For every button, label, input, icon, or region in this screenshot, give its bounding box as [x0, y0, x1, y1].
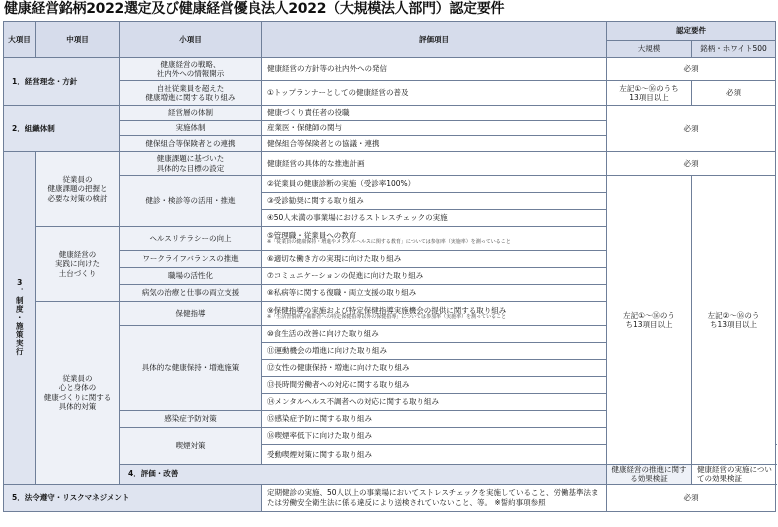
evaluation-item: ⑧私病等に関する復職・両立支援の取り組み [262, 285, 607, 302]
evaluation-item: 産業医・保健師の関与 [262, 121, 607, 136]
minor-item: 健診・検診等の活用・推進 [120, 176, 262, 227]
requirement-cell: 必須 [607, 484, 776, 511]
minor-item [120, 81, 262, 106]
minor-item: 健保組合等保険者との連携 [120, 136, 262, 152]
middle-item [36, 302, 120, 485]
minor-item: 健康経営の推進に関する効果検証 [607, 464, 692, 484]
evaluation-item: 健康経営の具体的な推進計画 [262, 152, 607, 176]
minor-item: 経営層の体制 [120, 106, 262, 121]
evaluation-label: ⑨保健指導の実施および特定保健指導実施機会の提供に関する取り組み [267, 306, 507, 316]
requirements-table [3, 21, 776, 512]
requirement-cell: 必須 [607, 106, 776, 152]
evaluation-item: 健康経営の実施についての効果検証 [692, 464, 776, 484]
evaluation-label: ⑤管理職・従業員への教育 [267, 231, 357, 241]
evaluation-item: ⑭メンタルヘルス不調者への対応に関する取り組み [262, 394, 607, 411]
evaluation-item: ③受診勧奨に関する取り組み [262, 193, 607, 210]
evaluation-item: ⑯喫煙率低下に向けた取り組み [262, 428, 607, 445]
minor-item: 職場の活性化 [120, 268, 262, 285]
middle-item [36, 227, 120, 302]
middle-label: 健康経営の 実践に向けた 土台づくり [55, 249, 100, 278]
minor-item: ワークライフバランスの推進 [120, 251, 262, 268]
requirement-label: 左記②～⑯のう ち13項目以上 [707, 310, 760, 329]
minor-label: 自社従業員を超えた 健康増進に関する取り組み [145, 83, 236, 102]
middle-label: 従業員の 健康課題の把握と 必要な対策の検討 [47, 174, 108, 203]
category-1: 1．経営理念・方針 [4, 58, 120, 106]
category-3-label: 3．制度・施策実行 [15, 277, 25, 356]
header-middle: 中項目 [36, 22, 120, 58]
header-large: 大規模 [607, 41, 692, 58]
evaluation-note: ※「生活習慣病予備群者への特定保健指導以外の保健指導」については参加率（実施率）を測っていること [267, 314, 507, 321]
category-5: 5．法令遵守・リスクマネジメント [4, 484, 262, 511]
evaluation-item: ⑪運動機会の増進に向けた取り組み [262, 343, 607, 360]
minor-label: 健康課題に基づいた 具体的な目標の設定 [156, 154, 225, 173]
evaluation-item: 受動喫煙対策に関する取り組み [262, 445, 607, 465]
requirement-cell: 必須 [607, 152, 776, 176]
category-3 [4, 152, 36, 485]
header-evaluation: 評価項目 [262, 22, 607, 58]
category-2: 2．組織体制 [4, 106, 120, 152]
minor-item: 保健指導 [120, 302, 262, 326]
header-brand: 銘柄・ホワイト500 [692, 41, 776, 58]
evaluation-item: ⑩食生活の改善に向けた取り組み [262, 326, 607, 343]
evaluation-item: 健康づくり責任者の役職 [262, 106, 607, 121]
minor-item [120, 58, 262, 81]
evaluation-item: ⑬長時間労働者への対応に関する取り組み [262, 377, 607, 394]
evaluation-item: ⑥適切な働き方の実現に向けた取り組み [262, 251, 607, 268]
page-title: 健康経営銘柄2022選定及び健康経営優良法人2022（大規模法人部門）認定要件 [4, 1, 505, 17]
minor-item [120, 152, 262, 176]
evaluation-item [262, 302, 607, 326]
evaluation-item: 健保組合等保険者との協議・連携 [262, 136, 607, 152]
requirement-cell [607, 176, 692, 465]
evaluation-item: ⑦コミュニケーションの促進に向けた取り組み [262, 268, 607, 285]
requirement-label: 左記①～⑯のうち 13項目以上 [619, 83, 679, 102]
header-major: 大項目 [4, 22, 36, 58]
middle-label: 従業員の 心と身体の 健康づくりに関する 具体的対策 [43, 374, 112, 412]
evaluation-item: ⑫女性の健康保持・増進に向けた取り組み [262, 360, 607, 377]
header-requirement: 認定要件 [607, 22, 776, 41]
minor-item: 感染症予防対策 [120, 411, 262, 428]
evaluation-item: 定期健診の実施、50人以上の事業場においてストレスチェックを実施していること、労働基準法または労働安全衛生法に係る違反により送検されていないこと、等。 ※誓約事項参照 [262, 484, 607, 511]
evaluation-item: ①トップランナーとしての健康経営の普及 [262, 81, 607, 106]
category-4: 4．評価・改善 [120, 464, 607, 484]
evaluation-item: 健康経営の方針等の社内外への発信 [262, 58, 607, 81]
middle-item [36, 152, 120, 227]
evaluation-item: ④50人未満の事業場におけるストレスチェックの実施 [262, 210, 607, 227]
requirement-cell: 必須 [692, 81, 776, 106]
requirement-cell [692, 176, 776, 465]
evaluation-item: ②従業員の健康診断の実施（受診率100%） [262, 176, 607, 193]
minor-item: 具体的な健康保持・増進施策 [120, 326, 262, 411]
minor-item: 病気の治療と仕事の両立支援 [120, 285, 262, 302]
minor-item: ヘルスリテラシーの向上 [120, 227, 262, 251]
requirement-label: 左記①～⑯のう ち13項目以上 [623, 310, 675, 329]
minor-item: 喫煙対策 [120, 428, 262, 465]
header-minor: 小項目 [120, 22, 262, 58]
minor-label: 健康経営の戦略、 社内外への情報開示 [156, 59, 225, 78]
evaluation-item [262, 227, 607, 251]
minor-item: 実施体制 [120, 121, 262, 136]
evaluation-note: ※「従業員の健康保持・増進やメンタルヘルスに関する教育」については参加率（実施率）を測っていること [267, 239, 511, 246]
requirement-cell [607, 81, 692, 106]
requirement-cell: 必須 [607, 58, 776, 81]
evaluation-item: ⑮感染症予防に関する取り組み [262, 411, 607, 428]
